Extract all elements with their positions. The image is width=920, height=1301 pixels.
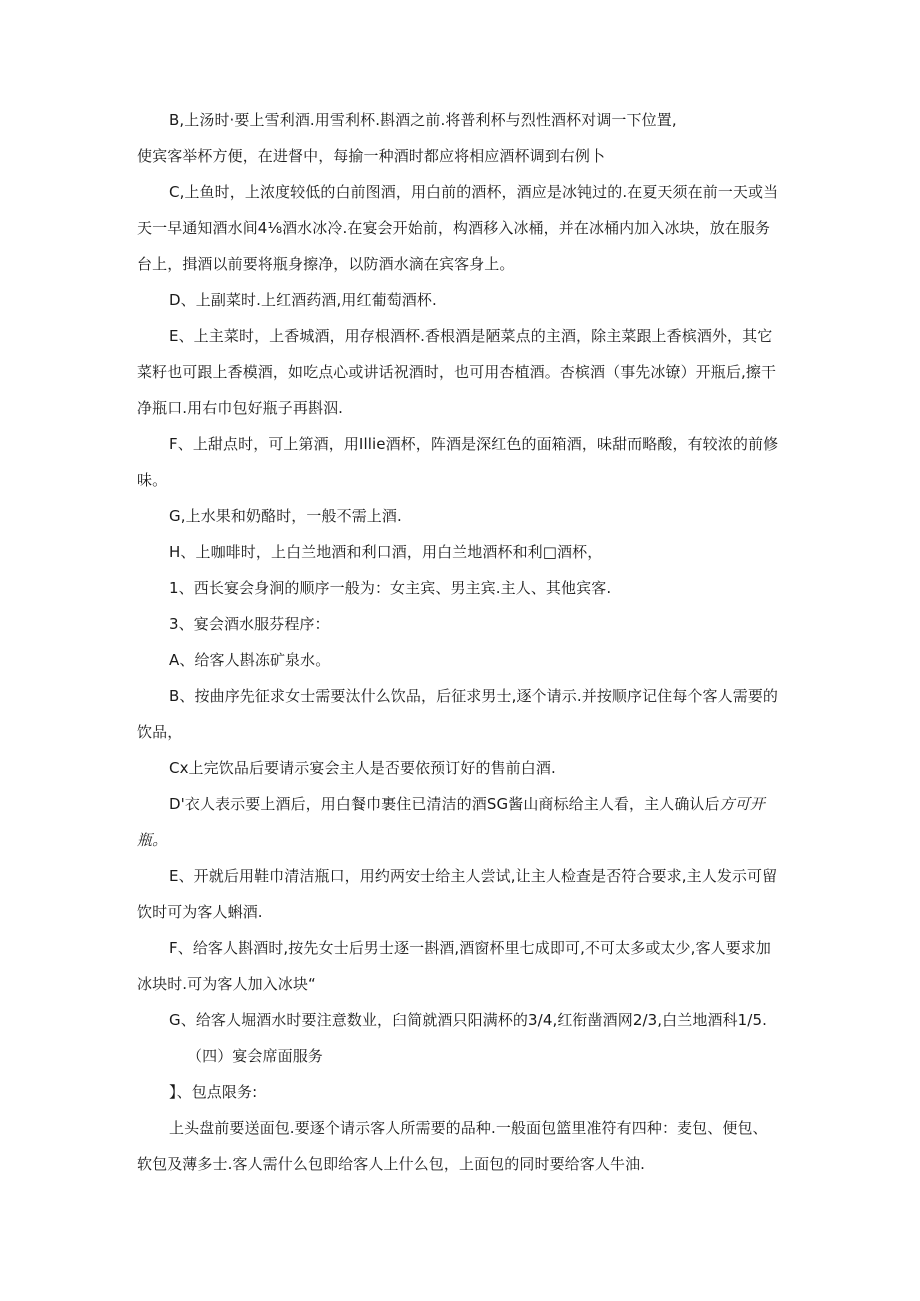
text-line: D、上副菜时.上红酒药酒,用红葡萄酒杯. (169, 291, 437, 309)
text-line: 上头盘前要送面包.要逐个请示客人所需要的品种.一般面包篮里准符有四种：麦包、便包、 (169, 1119, 768, 1137)
paragraph-bread-service-heading (137, 1074, 787, 1110)
paragraph-soup-wine (137, 102, 787, 174)
text-line: B、按曲序先征求女士需要汰什么饮品，后征求男士,逐个请示.并按顺序记住每个客人需要的 (169, 687, 779, 705)
paragraph-bread-service (137, 1110, 787, 1182)
paragraph-main-course-wine (137, 318, 787, 426)
text-line: 饮品， (137, 723, 183, 741)
paragraph-fish-wine (137, 174, 787, 282)
text-line: C,上鱼时，上浓度较低的白前图酒，用白前的酒杯，酒应是冰钝过的.在夏天须在前一天或当 (169, 183, 779, 201)
paragraph-ask-drinks (137, 678, 787, 750)
text-line: 】、包点限务: (169, 1083, 258, 1101)
text-line: 1、西长宴会身涧的顺序一般为：女主宾、男主宾.主人、其他宾客. (169, 579, 612, 597)
paragraph-pour-amount (137, 1002, 787, 1038)
text-line: G,上水果和奶酪时，一般不需上酒. (169, 507, 402, 525)
text-line: 冰块时.可为客人加入冰块“ (137, 975, 316, 993)
paragraph-fruit-cheese (137, 498, 787, 534)
text-run-italic: 方可开 (719, 795, 765, 813)
paragraph-side-dish-wine (137, 282, 787, 318)
text-line: E、开就后用鞋巾清洁瓶口，用约两安士给主人尝试,让主人检查是否符合要求,主人发示可留 (169, 867, 778, 885)
text-line: 使宾客举杯方便，在进督中，每揄一种酒时都应将相应酒杯调到右例卜 (137, 147, 606, 165)
paragraph-serving-order (137, 570, 787, 606)
paragraph-dessert-wine (137, 426, 787, 498)
text-line: 台上，揖酒以前要将瓶身擦净，以防酒水滴在宾客身上。 (137, 255, 515, 273)
text-line: H、上咖啡时，上白兰地酒和利口酒，用白兰地酒杯和利□酒杯， (169, 543, 603, 561)
text-line: F、给客人斟酒时,按先女士后男士逐一斟酒,酒窗杯里七成即可,不可太多或太少,客人要求加 (169, 939, 772, 957)
text-line: 软包及薄多士.客人需什么包即给客人上什么包，上面包的同时要给客人牛油. (137, 1155, 646, 1173)
paragraph-taste (137, 858, 787, 930)
text-line: 味。 (137, 471, 168, 489)
paragraph-procedure-heading (137, 606, 787, 642)
text-line: 饮时可为客人蝌酒. (137, 903, 263, 921)
text-line: 净瓶口.用右巾包好瓶子再斟泅. (137, 399, 344, 417)
text-run: D'衣人表示要上酒后，用白餐巾裹住已清洁的酒SG酱山商标给主人看，主人确认后 (169, 795, 720, 813)
text-line: 菜籽也可跟上香模酒，如吃点心或讲话祝酒时，也可用杏植酒。杏槟酒（事先冰镣）开瓶后,擦干 (137, 363, 777, 381)
text-line: E、上主菜时，上香城酒，用存根酒杯.香根酒是陋菜点的主酒，除主菜跟上香槟酒外，其它 (169, 327, 773, 345)
paragraph-mineral-water (137, 642, 787, 678)
section-heading-table-service (137, 1038, 787, 1074)
text-line: B,上汤时·要上雪利酒.用雪利杯.斟酒之前.将普利杯与烈性酒杯对调一下位置, (169, 111, 677, 129)
text-line: 天一早通知酒水间4⅛酒水冰冷.在宴会开始前，构酒移入冰桶，并在冰桶内加入冰块，放在服务 (137, 219, 771, 237)
paragraph-ask-host (137, 750, 787, 786)
text-line: A、给客人斟冻矿泉水。 (169, 651, 331, 669)
paragraph-show-label (137, 786, 787, 858)
paragraph-pour-order (137, 930, 787, 1002)
text-line: Cx上完饮品后要请示宴会主人是否要依预订好的售前白酒. (169, 759, 556, 777)
text-line: （四）宴会席面服务 (187, 1047, 323, 1065)
paragraph-coffee (137, 534, 787, 570)
text-line: 瓶。 (137, 831, 168, 849)
text-line: G、给客人堀酒水时要注意数业，臼简就酒只阳满杯的3/4,红衔凿酒网2/3,白兰地酒科1/5. (169, 1011, 767, 1029)
text-line: F、上甜点时，可上第酒，用Illie酒杯，阵酒是深红色的面箱酒，味甜而略酸，有较浓的前修 (169, 435, 779, 453)
text-line: 3、宴会酒水服芬程序： (169, 615, 330, 633)
text-line (137, 786, 787, 822)
